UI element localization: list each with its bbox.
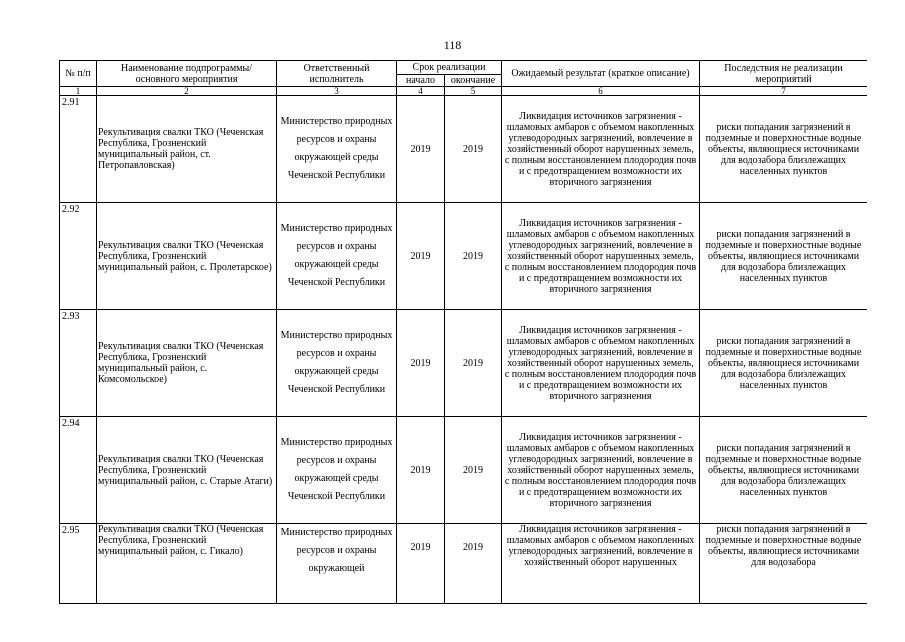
- start-year: 2019: [397, 524, 445, 604]
- measures-table: [59, 60, 867, 604]
- end-year: 2019: [445, 524, 502, 604]
- header-consequences: Последствия не реализации мероприятий: [700, 61, 868, 87]
- consequences: риски попадания загрязнений в подземные и поверхностные водные объекты, являющиеся источниками для водозабора близлежащих населенных пунктов: [700, 310, 868, 417]
- responsible-executor: Министерство природных ресурсов и охраны окружающей среды Чеченской Республики: [277, 310, 397, 417]
- row-number: 2.91: [60, 96, 97, 203]
- measure-name: Рекультивация свалки ТКО (Чеченская Республика, Грозненский муниципальный район, с. Старые Атаги): [97, 417, 277, 524]
- expected-result: Ликвидация источников загрязнения - шламовых амбаров с объемом накопленных углеводородных загрязнений, вовлечение в хозяйственный оборот нарушенных земель, с полным восстановлением плодородия почв и с предотвращением возможности их вторичного загрязнения: [502, 203, 700, 310]
- consequences: риски попадания загрязнений в подземные и поверхностные водные объекты, являющиеся источниками для водозабора: [700, 524, 868, 604]
- column-number: 1: [60, 87, 97, 96]
- end-year: 2019: [445, 203, 502, 310]
- expected-result: Ликвидация источников загрязнения - шламовых амбаров с объемом накопленных углеводородных загрязнений, вовлечение в хозяйственный оборот нарушенных: [502, 524, 700, 604]
- column-numbers-row: [60, 87, 868, 96]
- header-result: Ожидаемый результат (краткое описание): [502, 61, 700, 87]
- column-number: 7: [700, 87, 868, 96]
- responsible-executor: Министерство природных ресурсов и охраны окружающей среды Чеченской Республики: [277, 203, 397, 310]
- row-number: 2.93: [60, 310, 97, 417]
- expected-result: Ликвидация источников загрязнения - шламовых амбаров с объемом накопленных углеводородных загрязнений, вовлечение в хозяйственный оборот нарушенных земель, с полным восстановлением плодородия почв и с предотвращением возможности их вторичного загрязнения: [502, 96, 700, 203]
- table-header: [60, 61, 868, 96]
- row-number: 2.95: [60, 524, 97, 604]
- column-number: 3: [277, 87, 397, 96]
- consequences: риски попадания загрязнений в подземные и поверхностные водные объекты, являющиеся источниками для водозабора близлежащих населенных пунктов: [700, 96, 868, 203]
- end-year: 2019: [445, 96, 502, 203]
- consequences: риски попадания загрязнений в подземные и поверхностные водные объекты, являющиеся источниками для водозабора близлежащих населенных пунктов: [700, 417, 868, 524]
- measure-name: Рекультивация свалки ТКО (Чеченская Республика, Грозненский муниципальный район, ст. Петропавловская): [97, 96, 277, 203]
- header-responsible: Ответственный исполнитель: [277, 61, 397, 87]
- header-end: окончание: [445, 74, 502, 86]
- start-year: 2019: [397, 203, 445, 310]
- consequences: риски попадания загрязнений в подземные и поверхностные водные объекты, являющиеся источниками для водозабора близлежащих населенных пунктов: [700, 203, 868, 310]
- measure-name: Рекультивация свалки ТКО (Чеченская Республика, Грозненский муниципальный район, с. Комсомольское): [97, 310, 277, 417]
- end-year: 2019: [445, 310, 502, 417]
- start-year: 2019: [397, 96, 445, 203]
- measure-name: Рекультивация свалки ТКО (Чеченская Республика, Грозненский муниципальный район, с. Пролетарское): [97, 203, 277, 310]
- column-number: 6: [502, 87, 700, 96]
- column-number: 2: [97, 87, 277, 96]
- header-name: Наименование подпрограммы/ основного мероприятия: [97, 61, 277, 87]
- page-number: 118: [443, 38, 462, 52]
- table-row: [60, 203, 868, 310]
- column-number: 4: [397, 87, 445, 96]
- table-row: [60, 310, 868, 417]
- responsible-executor: Министерство природных ресурсов и охраны окружающей: [277, 524, 397, 604]
- expected-result: Ликвидация источников загрязнения - шламовых амбаров с объемом накопленных углеводородных загрязнений, вовлечение в хозяйственный оборот нарушенных земель, с полным восстановлением плодородия почв и с предотвращением возможности их вторичного загрязнения: [502, 417, 700, 524]
- start-year: 2019: [397, 417, 445, 524]
- measure-name: Рекультивация свалки ТКО (Чеченская Республика, Грозненский муниципальный район, с. Гикало): [97, 524, 277, 604]
- measures-table-wrapper: [59, 60, 867, 642]
- table-row: [60, 96, 868, 203]
- table-body: [60, 96, 868, 604]
- expected-result: Ликвидация источников загрязнения - шламовых амбаров с объемом накопленных углеводородных загрязнений, вовлечение в хозяйственный оборот нарушенных земель, с полным восстановлением плодородия почв и с предотвращением возможности их вторичного загрязнения: [502, 310, 700, 417]
- end-year: 2019: [445, 417, 502, 524]
- table-row: [60, 524, 868, 604]
- row-number: 2.92: [60, 203, 97, 310]
- start-year: 2019: [397, 310, 445, 417]
- responsible-executor: Министерство природных ресурсов и охраны окружающей среды Чеченской Республики: [277, 417, 397, 524]
- header-period: Срок реализации: [397, 61, 502, 75]
- table-row: [60, 417, 868, 524]
- column-number: 5: [445, 87, 502, 96]
- responsible-executor: Министерство природных ресурсов и охраны окружающей среды Чеченской Республики: [277, 96, 397, 203]
- header-num: № п/п: [60, 61, 97, 87]
- header-start: начало: [397, 74, 445, 86]
- row-number: 2.94: [60, 417, 97, 524]
